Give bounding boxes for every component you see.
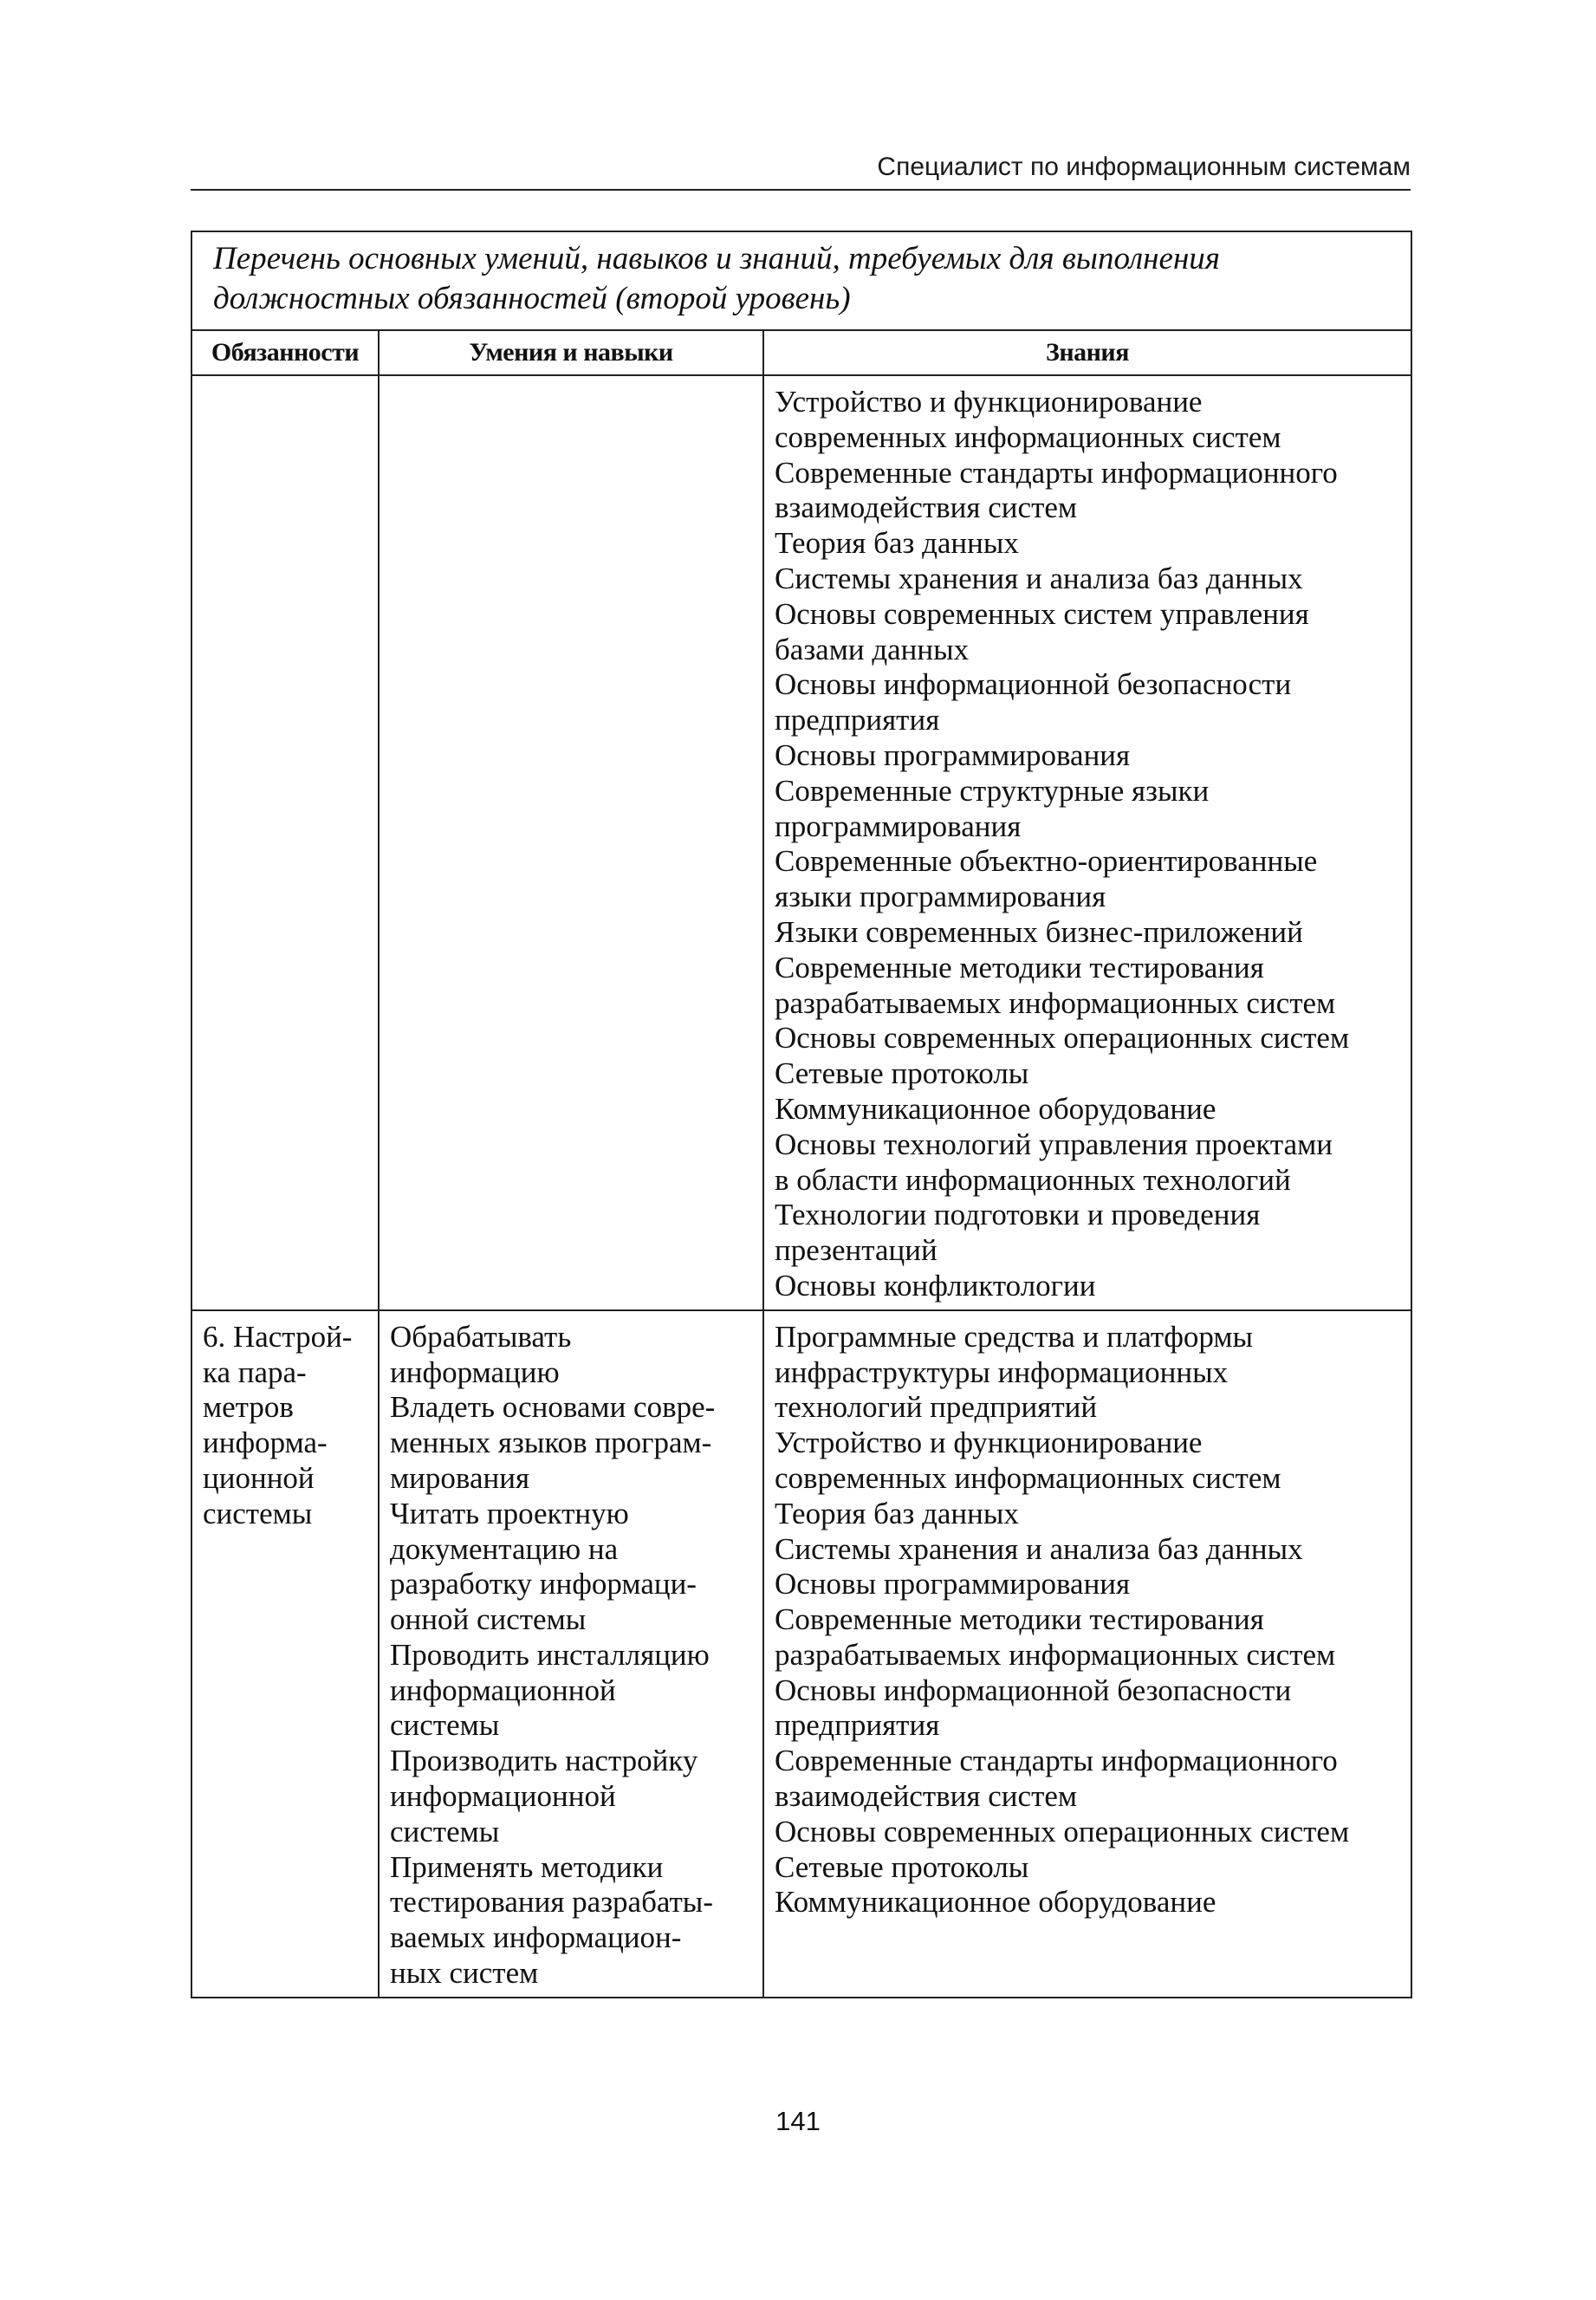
cell-line: Современные стандарты информационного — [775, 1744, 1338, 1778]
cell-line: информацию — [390, 1355, 560, 1389]
table-header-row — [191, 330, 1411, 375]
cell-line: Системы хранения и анализа баз данных — [775, 1531, 1303, 1566]
cell-line: взаимодействия систем — [775, 491, 1078, 525]
cell-line: Основы программирования — [775, 737, 1131, 772]
cell-line: Технологии подготовки и проведения — [775, 1198, 1261, 1232]
cell-line: Современные объектно-ориентированные — [775, 844, 1318, 879]
skills-cell — [379, 1310, 763, 1998]
duties-table — [191, 231, 1412, 1998]
cell-line: мирования — [390, 1460, 530, 1495]
cell-line: документацию на — [390, 1531, 619, 1566]
cell-line: информационной — [390, 1779, 616, 1814]
cell-line: Коммуникационное оборудование — [775, 1091, 1216, 1126]
cell-line: разработку информаци- — [390, 1567, 697, 1602]
cell-line: предприятия — [775, 703, 940, 737]
cell-line: системы — [390, 1814, 500, 1848]
cell-line: информационной — [390, 1673, 616, 1707]
cell-line: Основы программирования — [775, 1567, 1131, 1602]
cell-line: Основы информационной безопасности — [775, 667, 1292, 702]
cell-line: Основы современных систем управления — [775, 596, 1309, 631]
table-caption-row — [191, 231, 1411, 330]
cell-line: современных информационных систем — [775, 1460, 1281, 1495]
knowledge-cell — [763, 1310, 1411, 1998]
cell-line: Сетевые протоколы — [775, 1056, 1029, 1091]
cell-line: ционной — [203, 1460, 315, 1495]
cell-line: Проводить инсталляцию — [390, 1637, 710, 1672]
cell-line: Системы хранения и анализа баз данных — [775, 561, 1303, 595]
cell-line: Основы современных операционных систем — [775, 1021, 1350, 1056]
cell-line: Владеть основами совре- — [390, 1390, 716, 1425]
cell-line: Производить настройку — [390, 1744, 698, 1778]
duty-cell — [191, 375, 379, 1310]
running-head: Специалист по информационным системам — [877, 153, 1411, 181]
duty-cell — [191, 1310, 379, 1998]
cell-line: Современные методики тестирования — [775, 950, 1264, 984]
table-row — [191, 1310, 1411, 1998]
cell-line: в области информационных технологий — [775, 1162, 1291, 1197]
cell-line: взаимодействия систем — [775, 1779, 1078, 1814]
cell-line: базами данных — [775, 632, 970, 666]
cell-line: 6. Настрой- — [203, 1319, 353, 1354]
cell-line: онной системы — [390, 1602, 587, 1637]
cell-line: менных языков програм- — [390, 1426, 712, 1460]
cell-line: Теория баз данных — [775, 526, 1019, 561]
column-header-skills: Умения и навыки — [379, 330, 763, 375]
cell-line: Современные стандарты информационного — [775, 455, 1338, 490]
cell-line: разрабатываемых информационных систем — [775, 985, 1336, 1020]
cell-line: ваемых информацион- — [390, 1920, 682, 1955]
cell-line: Основы конфликтологии — [775, 1268, 1096, 1303]
caption-line: Перечень основных умений, навыков и знаний, требуемых для выполнения — [213, 241, 1220, 276]
cell-line: тестирования разрабаты- — [390, 1885, 713, 1920]
cell-line: Применять методики — [390, 1849, 664, 1884]
cell-line: Сетевые протоколы — [775, 1849, 1029, 1884]
cell-line: технологий предприятий — [775, 1390, 1098, 1425]
cell-line: Современные методики тестирования — [775, 1602, 1264, 1637]
cell-line: Языки современных бизнес-приложений — [775, 914, 1303, 949]
cell-line: современных информационных систем — [775, 419, 1281, 454]
cell-line: Основы современных операционных систем — [775, 1814, 1350, 1848]
cell-line: Основы информационной безопасности — [775, 1673, 1292, 1707]
cell-line: Основы технологий управления проектами — [775, 1127, 1333, 1161]
cell-line: презентаций — [775, 1233, 937, 1268]
cell-line: метров — [203, 1390, 294, 1425]
cell-line: разрабатываемых информационных систем — [775, 1637, 1336, 1672]
column-header-duties: Обязанности — [191, 330, 379, 375]
knowledge-cell — [763, 375, 1411, 1310]
cell-line: Читать проектную — [390, 1496, 629, 1530]
header-rule — [191, 189, 1411, 191]
cell-line: Современные структурные языки — [775, 773, 1210, 808]
cell-line: инфраструктуры информационных — [775, 1355, 1229, 1389]
cell-line: предприятия — [775, 1708, 940, 1743]
cell-line: программирования — [775, 809, 1022, 843]
cell-line: системы — [203, 1496, 313, 1530]
cell-line: Программные средства и платформы — [775, 1319, 1254, 1354]
column-header-knowledge: Знания — [763, 330, 1411, 375]
cell-line: Теория баз данных — [775, 1496, 1019, 1530]
caption-line: должностных обязанностей (второй уровень) — [213, 281, 851, 316]
cell-line: языки программирования — [775, 880, 1106, 914]
page-number: 141 — [775, 2106, 821, 2136]
cell-line: Коммуникационное оборудование — [775, 1885, 1216, 1920]
table-caption — [191, 231, 1411, 330]
cell-line: Устройство и функционирование — [775, 385, 1203, 419]
cell-line: ных систем — [390, 1956, 539, 1991]
cell-line: Обрабатывать — [390, 1319, 572, 1354]
table-row — [191, 375, 1411, 1310]
cell-line: Устройство и функционирование — [775, 1426, 1203, 1460]
skills-cell — [379, 375, 763, 1310]
cell-line: ка пара- — [203, 1355, 307, 1389]
cell-line: информа- — [203, 1426, 328, 1460]
cell-line: системы — [390, 1708, 500, 1743]
